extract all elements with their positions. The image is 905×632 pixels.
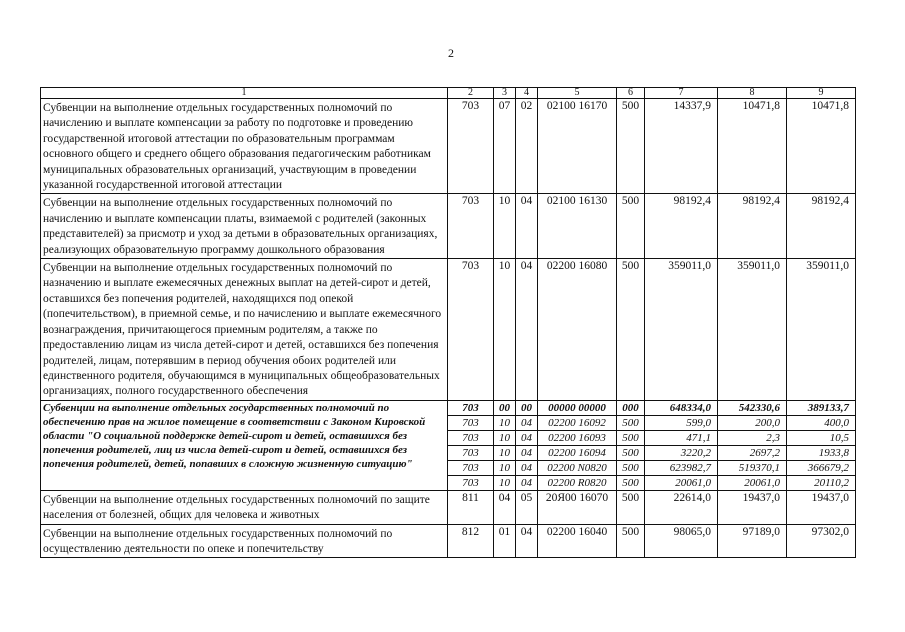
row-description: Субвенции на выполнение отдельных государственных полномочий по обеспечению прав на жилое помещение в соответствии с Законом Кировской области "О социальной поддержке детей-сирот и детей, оставшихся без попечения родителей, лиц из числа детей-сирот и детей, оставшихся без попечения родителей, детей, попавших в сложную жизненную ситуацию"	[41, 400, 448, 490]
cell-amount-1: 22614,0	[645, 490, 718, 524]
cell-section: 00	[494, 400, 516, 415]
cell-amount-1: 98192,4	[645, 194, 718, 259]
row-description: Субвенции на выполнение отдельных государственных полномочий по защите населения от болезней, общих для человека и животных	[41, 490, 448, 524]
cell-subsection: 04	[516, 430, 538, 445]
row-description: Субвенции на выполнение отдельных государственных полномочий по начислению и выплате компенсации за работу по подготовке и проведению государственной итоговой аттестации по образовательным программам основного общего и среднего общего образования педагогическим работникам муниципальных образовательных организаций, участвующим в проведении указанной государственной итоговой аттестации	[41, 99, 448, 194]
row-description: Субвенции на выполнение отдельных государственных полномочий по назначению и выплате ежемесячных денежных выплат на детей-сирот и детей, оставшихся без попечения родителей, находящихся под опекой (попечительством), в приемной семье, и по начислению и выплате ежемесячного вознаграждения, причитающегося приемным родителям, а также по предоставлению лицам из числа детей-сирот и детей, оставшихся без попечения родителей, лицам, потерявшим в период обучения обоих родителей или единственного родителя, обучающимся в муниципальных общеобразовательных организациях, полного государственного обеспечения	[41, 259, 448, 401]
table-row	[41, 99, 856, 194]
cell-target-item: 02100 16170	[538, 99, 617, 194]
cell-admin-code: 703	[448, 445, 494, 460]
cell-admin-code: 811	[448, 490, 494, 524]
cell-subsection: 04	[516, 475, 538, 490]
header-cell: 3	[494, 88, 516, 99]
cell-subsection: 04	[516, 259, 538, 401]
cell-subsection: 04	[516, 415, 538, 430]
cell-amount-1: 471,1	[645, 430, 718, 445]
cell-admin-code: 703	[448, 99, 494, 194]
page-number: 2	[448, 46, 454, 60]
cell-target-item: 02200 16092	[538, 415, 617, 430]
cell-amount-1: 648334,0	[645, 400, 718, 415]
cell-admin-code: 812	[448, 524, 494, 558]
cell-expense-type: 500	[617, 430, 645, 445]
cell-expense-type: 500	[617, 460, 645, 475]
cell-section: 10	[494, 194, 516, 259]
cell-amount-1: 14337,9	[645, 99, 718, 194]
header-cell: 9	[787, 88, 856, 99]
cell-expense-type: 500	[617, 99, 645, 194]
cell-amount-3: 366679,2	[787, 460, 856, 475]
cell-amount-2: 97189,0	[718, 524, 787, 558]
cell-amount-3: 20110,2	[787, 475, 856, 490]
header-cell: 6	[617, 88, 645, 99]
header-cell: 7	[645, 88, 718, 99]
cell-amount-3: 10471,8	[787, 99, 856, 194]
cell-admin-code: 703	[448, 400, 494, 415]
cell-section: 07	[494, 99, 516, 194]
cell-amount-3: 98192,4	[787, 194, 856, 259]
cell-amount-2: 200,0	[718, 415, 787, 430]
cell-amount-3: 97302,0	[787, 524, 856, 558]
cell-expense-type: 500	[617, 524, 645, 558]
cell-expense-type: 500	[617, 259, 645, 401]
cell-amount-2: 2697,2	[718, 445, 787, 460]
cell-expense-type: 500	[617, 415, 645, 430]
header-cell: 2	[448, 88, 494, 99]
cell-amount-1: 20061,0	[645, 475, 718, 490]
cell-subsection: 04	[516, 460, 538, 475]
header-cell: 1	[41, 88, 448, 99]
row-description: Субвенции на выполнение отдельных государственных полномочий по начислению и выплате компенсации платы, взимаемой с родителей (законных представителей) за присмотр и уход за детьми в образовательных организациях, реализующих образовательную программу дошкольного образования	[41, 194, 448, 259]
cell-admin-code: 703	[448, 430, 494, 445]
cell-admin-code: 703	[448, 460, 494, 475]
cell-expense-type: 000	[617, 400, 645, 415]
cell-amount-1: 599,0	[645, 415, 718, 430]
cell-section: 04	[494, 490, 516, 524]
cell-amount-2: 20061,0	[718, 475, 787, 490]
cell-amount-2: 359011,0	[718, 259, 787, 401]
cell-amount-2: 2,3	[718, 430, 787, 445]
cell-section: 10	[494, 475, 516, 490]
table-header-row	[41, 88, 856, 99]
cell-amount-1: 359011,0	[645, 259, 718, 401]
cell-section: 10	[494, 415, 516, 430]
cell-expense-type: 500	[617, 475, 645, 490]
cell-amount-1: 3220,2	[645, 445, 718, 460]
header-cell: 4	[516, 88, 538, 99]
cell-amount-3: 389133,7	[787, 400, 856, 415]
cell-amount-3: 359011,0	[787, 259, 856, 401]
cell-target-item: 00000 00000	[538, 400, 617, 415]
cell-admin-code: 703	[448, 415, 494, 430]
cell-amount-2: 542330,6	[718, 400, 787, 415]
cell-target-item: 02200 N0820	[538, 460, 617, 475]
cell-subsection: 04	[516, 194, 538, 259]
cell-admin-code: 703	[448, 475, 494, 490]
cell-admin-code: 703	[448, 194, 494, 259]
header-cell: 5	[538, 88, 617, 99]
table-row	[41, 490, 856, 524]
cell-target-item: 02200 16040	[538, 524, 617, 558]
header-cell: 8	[718, 88, 787, 99]
cell-amount-2: 98192,4	[718, 194, 787, 259]
cell-target-item: 02200 16093	[538, 430, 617, 445]
cell-amount-2: 519370,1	[718, 460, 787, 475]
cell-amount-2: 19437,0	[718, 490, 787, 524]
cell-admin-code: 703	[448, 259, 494, 401]
cell-target-item: 02200 16080	[538, 259, 617, 401]
cell-amount-3: 19437,0	[787, 490, 856, 524]
cell-subsection: 00	[516, 400, 538, 415]
cell-subsection: 04	[516, 524, 538, 558]
cell-section: 10	[494, 445, 516, 460]
cell-target-item: 02200 16094	[538, 445, 617, 460]
cell-amount-3: 400,0	[787, 415, 856, 430]
cell-amount-3: 1933,8	[787, 445, 856, 460]
cell-target-item: 02200 R0820	[538, 475, 617, 490]
table-row	[41, 524, 856, 558]
cell-section: 10	[494, 259, 516, 401]
cell-section: 10	[494, 430, 516, 445]
cell-subsection: 04	[516, 445, 538, 460]
cell-amount-3: 10,5	[787, 430, 856, 445]
table-row-total	[41, 400, 856, 415]
cell-amount-2: 10471,8	[718, 99, 787, 194]
cell-amount-1: 623982,7	[645, 460, 718, 475]
cell-subsection: 02	[516, 99, 538, 194]
table-row	[41, 259, 856, 401]
cell-expense-type: 500	[617, 194, 645, 259]
cell-target-item: 20Я00 16070	[538, 490, 617, 524]
cell-subsection: 05	[516, 490, 538, 524]
cell-amount-1: 98065,0	[645, 524, 718, 558]
budget-table	[40, 87, 856, 558]
cell-expense-type: 500	[617, 490, 645, 524]
cell-section: 10	[494, 460, 516, 475]
row-description: Субвенции на выполнение отдельных государственных полномочий по осуществлению деятельности по опеке и попечительству	[41, 524, 448, 558]
cell-expense-type: 500	[617, 445, 645, 460]
cell-target-item: 02100 16130	[538, 194, 617, 259]
table-row	[41, 194, 856, 259]
cell-section: 01	[494, 524, 516, 558]
